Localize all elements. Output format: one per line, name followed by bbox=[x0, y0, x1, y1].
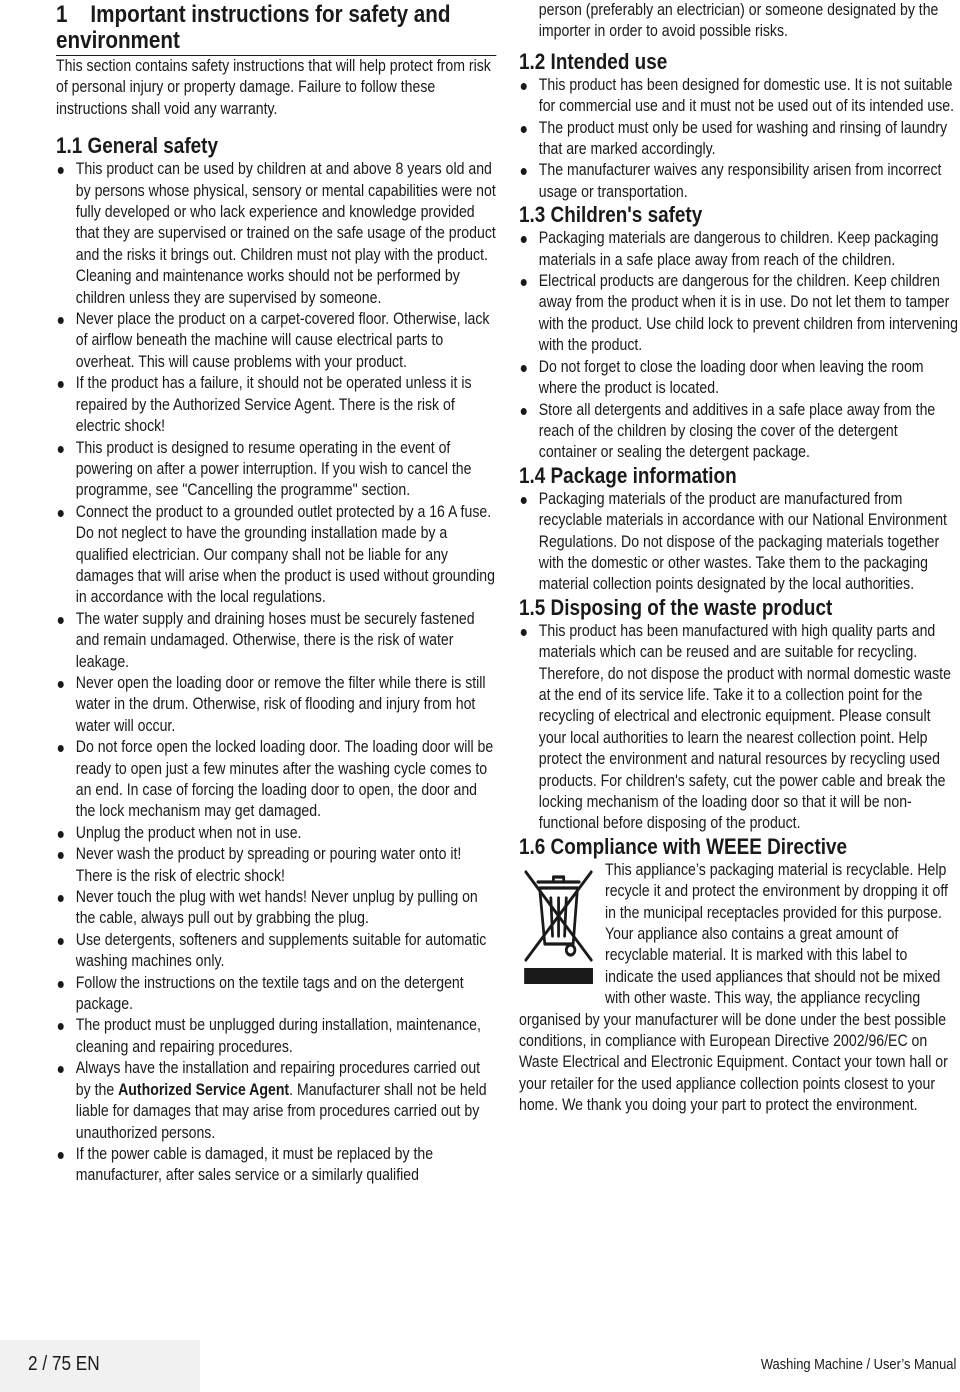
package-information-list bbox=[519, 489, 959, 596]
bullet-icon bbox=[521, 83, 527, 90]
bullet-icon bbox=[58, 1023, 64, 1030]
bullet-icon bbox=[58, 831, 64, 838]
disposing-list bbox=[519, 621, 959, 835]
right-column bbox=[519, 0, 959, 1117]
bullet-icon bbox=[58, 510, 64, 517]
list-item bbox=[56, 737, 496, 823]
left-column bbox=[56, 0, 496, 1187]
list-item-text: If the power cable is damaged, it must be replaced by the manufacturer, after sales service or a similarly qualified bbox=[75, 1144, 434, 1185]
weee-heading: 1.6 Compliance with WEEE Directive bbox=[519, 833, 848, 859]
list-item bbox=[56, 1015, 496, 1058]
list-item bbox=[519, 160, 959, 203]
bullet-icon bbox=[58, 681, 64, 688]
bullet-icon bbox=[521, 629, 527, 636]
bullet-icon bbox=[521, 279, 527, 286]
list-item bbox=[519, 228, 959, 271]
list-item bbox=[56, 502, 496, 609]
list-item bbox=[519, 400, 959, 464]
section-title bbox=[56, 2, 496, 56]
list-item bbox=[519, 75, 959, 118]
bullet-icon bbox=[58, 938, 64, 945]
weee-section bbox=[519, 860, 959, 1117]
list-item bbox=[519, 357, 959, 400]
list-item-text: This product has been designed for domestic use. It is not suitable for commercial use and it must not be used out of its intended use. bbox=[538, 75, 955, 116]
agent-text-after: . Manufacturer shall not be held liable for damages that may arise from procedures carried out by unauthorized persons. bbox=[75, 1080, 487, 1142]
list-item-text: Use detergents, softeners and supplements suitable for automatic washing machines only. bbox=[75, 930, 487, 971]
list-item-text: Connect the product to a grounded outlet protected by a 16 A fuse. Do not neglect to have the grounding installation made by a qualified electrician. Our company shall not be liable for any damages that will arise when the product is used without grounding in accordance with the local regulations. bbox=[75, 502, 496, 607]
childrens-safety-list bbox=[519, 228, 959, 463]
list-item bbox=[56, 844, 496, 887]
childrens-safety-heading: 1.3 Children's safety bbox=[519, 202, 703, 228]
manual-title: Washing Machine / User’s Manual bbox=[760, 1356, 956, 1373]
list-item-text: The product must only be used for washing and rinsing of laundry that are marked accordingly. bbox=[538, 118, 948, 159]
list-item-text: The manufacturer waives any responsibility arisen from incorrect usage or transportation. bbox=[538, 161, 942, 201]
bullet-icon bbox=[58, 1066, 64, 1073]
list-item bbox=[519, 271, 959, 357]
page-number: 2 / 75 EN bbox=[28, 1353, 100, 1375]
list-item-text: This product has been manufactured with high quality parts and materials which can be reused and are suitable for recycling. Therefore, do not dispose the product with normal domestic waste at the end of its service life. Take it to a collection point for the recycling of electrical and electronic equipment. Please consult your local authorities to learn the nearest collection point. Help protect the environment and natural resources by recycling used products. For children's safety, cut the power cable and break the locking mechanism of the loading door so that it will be non-functional before disposing of the product. bbox=[538, 621, 951, 833]
disposing-heading: 1.5 Disposing of the waste product bbox=[519, 594, 833, 620]
bullet-icon bbox=[58, 617, 64, 624]
bullet-icon bbox=[521, 365, 527, 372]
list-item-text: Never place the product on a carpet-covered floor. Otherwise, lack of airflow beneath the machine will cause electrical parts to overheat. This will cause problems with your product. bbox=[75, 310, 490, 371]
section-number: 1 bbox=[56, 1, 68, 28]
list-item-text bbox=[76, 1059, 487, 1141]
agent-text-before: Always have the installation and repairing procedures carried out by the bbox=[75, 1059, 481, 1099]
bullet-icon bbox=[58, 852, 64, 859]
list-item bbox=[56, 1144, 496, 1187]
list-item bbox=[56, 973, 496, 1016]
list-item bbox=[56, 823, 496, 844]
list-item-text: Never wash the product by spreading or pouring water onto it! There is the risk of electric shock! bbox=[75, 845, 462, 885]
list-item-text: If the product has a failure, it should not be operated unless it is repaired by the Authorized Service Agent. There is the risk of electric shock! bbox=[75, 374, 472, 436]
list-item bbox=[56, 438, 496, 502]
list-item bbox=[56, 887, 496, 930]
bullet-icon bbox=[58, 895, 64, 902]
bullet-icon bbox=[521, 497, 527, 504]
list-item-text: The product must be unplugged during installation, maintenance, cleaning and repairing procedures. bbox=[75, 1016, 481, 1056]
bullet-icon bbox=[58, 446, 64, 453]
list-item-text: This product is designed to resume operating in the event of powering on after a power interruption. If you wish to cancel the programme, see "Cancelling the programme" section. bbox=[75, 438, 472, 500]
list-item-text: Do not forget to close the loading door when leaving the room where the product is located. bbox=[538, 357, 924, 398]
list-item-text: Unplug the product when not in use. bbox=[75, 823, 302, 842]
list-item-text: Packaging materials of the product are manufactured from recyclable materials in accordance with our National Environment Regulations. Do not dispose of the packaging materials together with the domestic or other wastes. Take them to the packaging material collection points designated by the local authorities. bbox=[538, 489, 947, 594]
list-item bbox=[519, 621, 959, 835]
list-item-text: The water supply and draining hoses must be securely fastened and remain undamaged. Otherwise, there is the risk of water leakage. bbox=[75, 609, 475, 671]
intended-use-list bbox=[519, 75, 959, 203]
list-item-text: Store all detergents and additives in a safe place away from the reach of the children by closing the cover of the detergent container or sealing the detergent package. bbox=[538, 400, 936, 462]
list-item-text: Never open the loading door or remove the filter while there is still water in the drum. Otherwise, risk of flooding and injury from hot water will occur. bbox=[75, 673, 486, 735]
authorized-agent-bold: Authorized Service Agent bbox=[118, 1080, 290, 1099]
package-information-heading: 1.4 Package information bbox=[519, 462, 737, 488]
general-safety-list bbox=[56, 159, 496, 1187]
list-item bbox=[56, 373, 496, 437]
bullet-icon bbox=[521, 168, 527, 175]
bullet-icon bbox=[58, 167, 64, 174]
bullet-icon bbox=[58, 745, 64, 752]
list-item bbox=[56, 930, 496, 973]
bullet-icon bbox=[58, 381, 64, 388]
general-safety-heading: 1.1 General safety bbox=[56, 133, 218, 159]
list-item bbox=[56, 673, 496, 737]
list-item bbox=[56, 159, 496, 309]
list-item bbox=[56, 609, 496, 673]
list-item-text: Packaging materials are dangerous to children. Keep packaging materials in a safe place away from reach of the children. bbox=[538, 229, 939, 269]
list-item bbox=[519, 489, 959, 596]
bullet-icon bbox=[521, 126, 527, 133]
bullet-icon bbox=[58, 1152, 64, 1159]
list-item bbox=[519, 118, 959, 161]
weee-text: This appliance’s packaging material is recyclable. Help recycle it and protect the environment by dropping it off in the municipal receptacles provided for this purpose. Your appliance also contains a great amount of recyclable material. It is marked with this label to indicate the used appliances that should not be mixed with other waste. This way, the appliance recycling organised by your manufacturer will be done under the best possible conditions, in compliance with European Directive 2002/96/EC on Waste Electrical and Electronic Equipment. Contact your town hall or your retailer for the used appliance collection points closest to your home. We thank you doing your part to protect the environment. bbox=[519, 860, 948, 1115]
list-item-text: Never touch the plug with wet hands! Never unplug by pulling on the cable, always pull out by grabbing the plug. bbox=[75, 888, 478, 928]
list-item-text: This product can be used by children at and above 8 years old and by persons whose physical, sensory or mental capabilities were not fully developed or who lack experience and knowledge provided that they are supervised or trained on the safe usage of the product and the risks it brings out. Children must not play with the product. Cleaning and maintenance works should not be performed by children unless they are supervised by someone. bbox=[75, 160, 496, 307]
bullet-icon bbox=[58, 981, 64, 988]
list-item-text: Follow the instructions on the textile tags and on the detergent package. bbox=[75, 973, 464, 1014]
list-item-text: Do not force open the locked loading door. The loading door will be ready to open just a few minutes after the washing cycle comes to an end. In case of forcing the loading door to open, the door and the lock mechanism may get damaged. bbox=[75, 738, 494, 821]
list-item bbox=[56, 309, 496, 373]
section-intro: This section contains safety instructions that will help protect from risk of personal injury or property damage. Failure to follow these instructions shall void any warranty. bbox=[56, 57, 491, 118]
list-item-text: Electrical products are dangerous for the children. Keep children away from the product when it is in use. Do not let them to tamper with the product. Use child lock to prevent children from intervening with the product. bbox=[538, 272, 958, 355]
bullet-icon bbox=[58, 317, 64, 324]
section-title-text: Important instructions for safety and environment bbox=[56, 1, 451, 54]
continued-text: person (preferably an electrician) or someone designated by the importer in order to avoid possible risks. bbox=[538, 1, 939, 41]
crossed-out-wheelie-bin-icon bbox=[519, 864, 598, 988]
bullet-icon bbox=[521, 408, 527, 415]
intended-use-heading: 1.2 Intended use bbox=[519, 48, 668, 74]
list-item bbox=[56, 1058, 496, 1144]
bullet-icon bbox=[521, 236, 527, 243]
